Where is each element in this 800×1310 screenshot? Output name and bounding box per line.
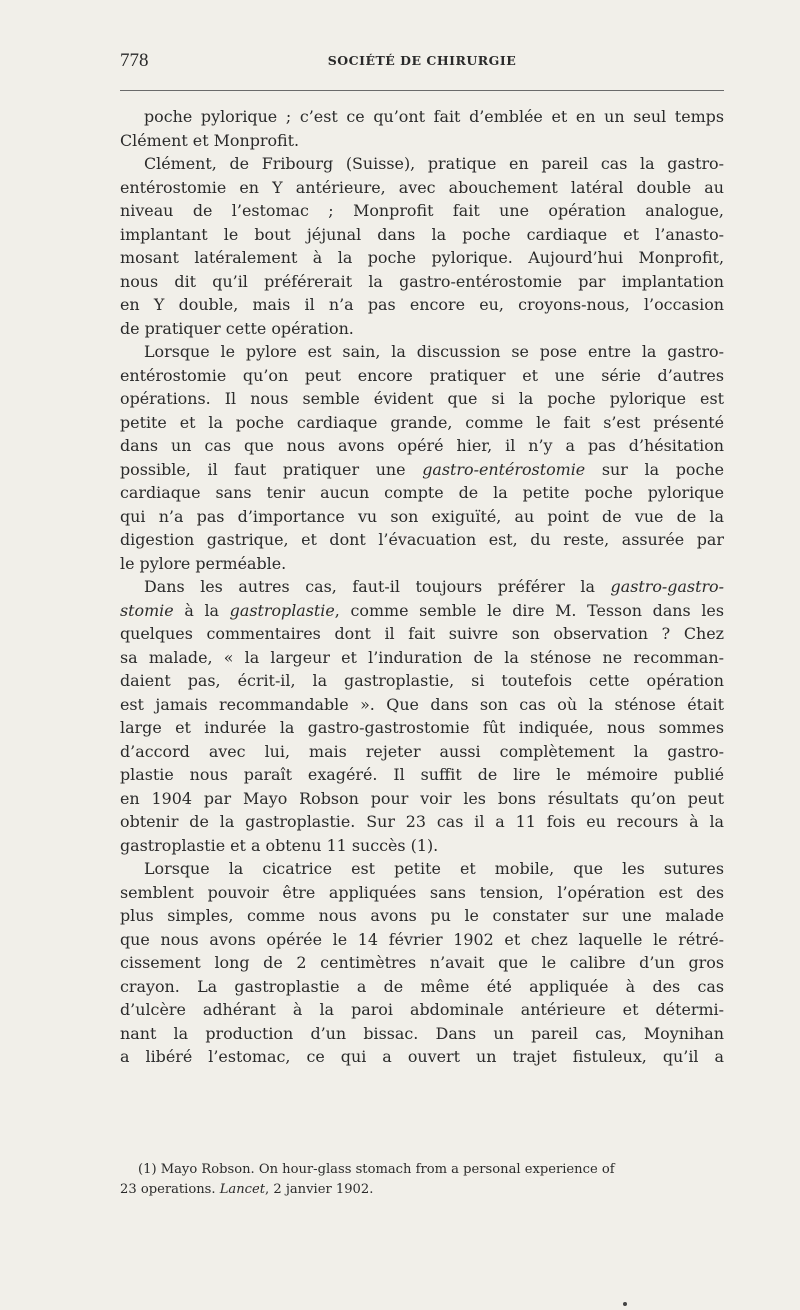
text-segment: dans un cas que nous avons opéré hier, il n’y a pas d’hésitation	[120, 436, 724, 455]
text-segment: en Y double, mais il n’a pas encore eu, croyons-nous, l’occasion	[120, 295, 724, 314]
text-line	[120, 669, 724, 693]
page-number: 778	[120, 50, 149, 71]
text-segment: semblent pouvoir être appliquées sans tension, l’opération est des	[120, 882, 724, 902]
text-line	[120, 646, 724, 670]
italic-term: gastroplastie	[229, 600, 335, 620]
text-line	[120, 199, 724, 223]
text-line	[120, 481, 724, 505]
text-segment: en 1904 par Mayo Robson pour voir les bons résultats qu’on peut	[120, 788, 724, 808]
text-segment: Lorsque le pylore est sain, la discussion se pose entre la gastro-	[144, 342, 724, 361]
text-line	[120, 176, 724, 200]
text-line	[120, 787, 724, 811]
text-segment: entérostomie en Y antérieure, avec abouchement latéral double au	[120, 177, 724, 197]
text-line	[120, 881, 724, 905]
text-line	[120, 693, 724, 717]
text-line	[120, 599, 724, 623]
text-line	[120, 834, 724, 858]
footnote-text: , 2 janvier 1902.	[265, 1182, 374, 1197]
text-segment: possible, il faut pratiquer une	[120, 459, 423, 479]
footnote-line	[120, 1180, 724, 1200]
text-segment: cissement long de 2 centimètres n’avait que le calibre d’un gros	[120, 953, 724, 972]
text-segment: a libéré l’estomac, ce qui a ouvert un trajet fistuleux, qu’il a	[120, 1047, 724, 1066]
text-segment: plus simples, comme nous avons pu le constater sur une malade	[120, 906, 724, 925]
text-segment: gastroplastie et a obtenu 11 succès (1).	[120, 835, 439, 855]
footnote-text: 23 operations.	[120, 1182, 220, 1197]
italic-term: stomie	[120, 600, 174, 620]
text-segment: de pratiquer cette opération.	[120, 318, 354, 338]
text-line	[120, 129, 724, 153]
text-line	[120, 763, 724, 787]
text-line	[120, 716, 724, 740]
footnotes	[120, 1160, 724, 1200]
text-segment: daient pas, écrit-il, la gastroplastie, si toutefois cette opération	[120, 671, 724, 690]
text-line	[120, 1045, 724, 1069]
text-line	[120, 575, 724, 599]
text-segment: , comme semble le dire M. Tesson dans les	[334, 600, 724, 620]
text-segment: crayon. La gastroplastie a de même été appliquée à des cas	[120, 976, 724, 996]
text-line	[120, 810, 724, 834]
text-line	[120, 740, 724, 764]
text-line	[120, 951, 724, 975]
text-segment: digestion gastrique, et dont l’évacuation est, du reste, assurée par	[120, 530, 724, 549]
text-segment: Clément et Monprofit.	[120, 130, 300, 150]
footnote-line: (1) Mayo Robson. On hour-glass stomach from a personal experience of	[138, 1162, 615, 1177]
text-line	[120, 1022, 724, 1046]
text-segment: niveau de l’estomac ; Monprofit fait une opération analogue,	[120, 201, 724, 220]
text-line	[120, 904, 724, 928]
italic-term: gastro-entérostomie	[422, 459, 586, 479]
text-segment: petite et la poche cardiaque grande, comme le fait s’est présenté	[120, 412, 724, 432]
text-segment: opérations. Il nous semble évident que si la poche pylorique est	[120, 389, 724, 408]
text-segment: Clément, de Fribourg (Suisse), pratique en pareil cas la gastro-	[144, 154, 724, 173]
text-segment: que nous avons opérée le 14 février 1902 et chez laquelle le rétré-	[120, 929, 724, 949]
text-segment: sa malade, « la largeur et l’induration de la sténose ne recomman-	[120, 647, 724, 667]
text-line	[120, 293, 724, 317]
text-segment: poche pylorique ; c’est ce qu’ont fait d’emblée et en un seul temps	[144, 107, 724, 126]
text-line	[120, 928, 724, 952]
text-segment: mosant latéralement à la poche pylorique. Aujourd’hui Monprofit,	[120, 248, 724, 267]
text-segment: le pylore perméable.	[120, 553, 287, 573]
text-line	[120, 434, 724, 458]
text-segment: large et indurée la gastro-gastrostomie fût indiquée, nous sommes	[120, 718, 724, 737]
text-line	[120, 975, 724, 999]
body-text	[120, 105, 724, 1069]
text-line	[120, 246, 724, 270]
text-line	[120, 223, 724, 247]
text-line	[120, 317, 724, 341]
text-line	[120, 270, 724, 294]
text-segment: obtenir de la gastroplastie. Sur 23 cas il a 11 fois eu recours à la	[120, 812, 724, 831]
text-line	[120, 505, 724, 529]
text-line	[120, 411, 724, 435]
text-segment: Dans les autres cas, faut-il toujours préférer la	[144, 577, 611, 596]
text-segment: nous dit qu’il préférerait la gastro-entérostomie par implantation	[120, 271, 724, 291]
italic-term: gastro-gastro-	[610, 577, 724, 596]
text-line	[120, 340, 724, 364]
text-segment: implantant le bout jéjunal dans la poche cardiaque et l’anasto-	[120, 224, 724, 244]
page-header	[120, 50, 724, 74]
text-segment: Lorsque la cicatrice est petite et mobile, que les sutures	[144, 859, 724, 878]
text-segment: à la	[173, 600, 230, 620]
text-line	[120, 552, 724, 576]
text-line	[120, 458, 724, 482]
text-line	[120, 387, 724, 411]
text-line	[120, 152, 724, 176]
text-segment: qui n’a pas d’importance vu son exiguïté, au point de vue de la	[120, 506, 724, 526]
text-segment: d’accord avec lui, mais rejeter aussi complètement la gastro-	[120, 741, 724, 761]
print-speck	[623, 1302, 627, 1306]
text-line	[120, 998, 724, 1022]
text-segment: sur la poche	[585, 459, 724, 479]
text-segment: nant la production d’un bissac. Dans un pareil cas, Moynihan	[120, 1023, 724, 1043]
text-line	[120, 364, 724, 388]
header-rule	[120, 90, 724, 91]
text-segment: entérostomie qu’on peut encore pratiquer et une série d’autres	[120, 365, 724, 385]
text-line	[120, 105, 724, 129]
text-segment: est jamais recommandable ». Que dans son cas où la sténose était	[120, 694, 724, 714]
text-line	[120, 857, 724, 881]
running-title: SOCIÉTÉ DE CHIRURGIE	[327, 53, 517, 68]
text-segment: plastie nous paraît exagéré. Il suffit de lire le mémoire publié	[120, 765, 724, 784]
text-segment: d’ulcère adhérant à la paroi abdominale antérieure et détermi-	[120, 1000, 724, 1019]
text-line	[120, 528, 724, 552]
footnote-journal: Lancet	[219, 1182, 265, 1197]
text-segment: quelques commentaires dont il fait suivre son observation ? Chez	[120, 624, 724, 643]
text-segment: cardiaque sans tenir aucun compte de la petite poche pylorique	[120, 483, 724, 502]
text-line	[120, 622, 724, 646]
